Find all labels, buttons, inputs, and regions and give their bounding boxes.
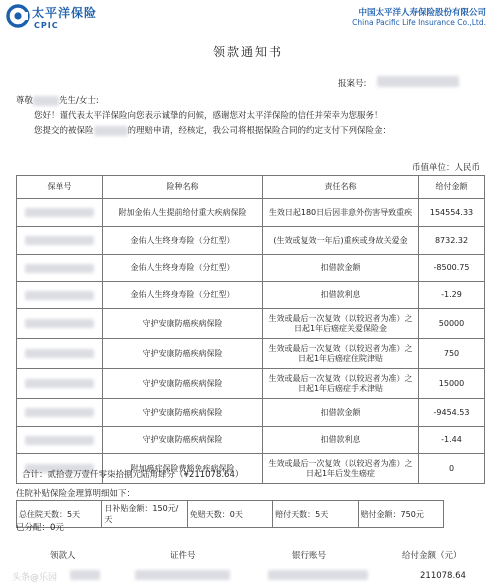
- policy-no-cell: [17, 339, 103, 369]
- redacted-id-number: [135, 570, 230, 580]
- watermark: 头条@乐园: [12, 573, 58, 583]
- policy-no-cell: [17, 399, 103, 427]
- claims-table: [16, 175, 485, 484]
- greeting-line-2-prefix: 您提交的被保险: [34, 126, 94, 136]
- table-row: [17, 255, 485, 282]
- liability-cell: 生效或最后一次复效（以较迟者为准）之日起1年后癌症住院津贴: [263, 339, 419, 369]
- report-number-label: 报案号:: [338, 79, 367, 89]
- liability-cell: 生效或最后一次复效（以较迟者为准）之日起1年后癌症关爱保险金: [263, 309, 419, 339]
- salutation: [16, 95, 99, 107]
- policy-no-cell: [17, 427, 103, 454]
- product-cell: 附加金佑人生提前给付重大疾病保险: [103, 199, 263, 227]
- logo-text: 太平洋保险: [32, 6, 98, 20]
- header-amount: 给付金额: [419, 176, 485, 199]
- subsidy-heading: 住院补贴保险金理算明细如下：: [16, 489, 136, 499]
- product-cell: 守护安康防癌疾病保险: [103, 369, 263, 399]
- payee-amount: 211078.64: [420, 571, 466, 581]
- table-row: [17, 282, 485, 309]
- table-row: [17, 309, 485, 339]
- product-cell: 附加癌症保险费豁免疾病保险: [103, 454, 263, 484]
- amount-cell: 0: [419, 454, 485, 484]
- total-days-cell: 总住院天数：5天: [17, 501, 102, 528]
- cpic-logo-icon: [6, 4, 30, 28]
- amount-cell: 8732.32: [419, 227, 485, 255]
- salutation-suffix: 先生/女士:: [59, 96, 99, 106]
- amount-cell: 15000: [419, 369, 485, 399]
- table-row: [17, 399, 485, 427]
- policy-no-cell: [17, 309, 103, 339]
- amount-cell: -8500.75: [419, 255, 485, 282]
- greeting-line-2-suffix: 的理赔申请，经核定，我公司将根据保险合同的约定支付下列保险金：: [127, 126, 392, 136]
- amount-cell: -9454.53: [419, 399, 485, 427]
- paid-days-cell: 赔付天数：5天: [273, 501, 358, 528]
- policy-no-cell: [17, 369, 103, 399]
- redacted-bank-account: [268, 570, 368, 580]
- amount-cell: -1.29: [419, 282, 485, 309]
- amount-cell: 50000: [419, 309, 485, 339]
- redacted-report-number: [377, 76, 459, 87]
- table-header-row: [17, 176, 485, 199]
- subsidy-table: [16, 500, 444, 528]
- liability-cell: 扣借款利息: [263, 427, 419, 454]
- liability-cell: 扣借款金额: [263, 399, 419, 427]
- subsidy-row: [17, 501, 444, 528]
- logo-abbrev: CPIC: [34, 21, 59, 30]
- table-row: [17, 339, 485, 369]
- amount-cell: 154554.33: [419, 199, 485, 227]
- product-cell: 金佑人生终身寿险（分红型）: [103, 282, 263, 309]
- deductible-days-cell: 免赔天数：0天: [187, 501, 272, 528]
- product-cell: 金佑人生终身寿险（分红型）: [103, 227, 263, 255]
- header-policy-no: 保单号: [17, 176, 103, 199]
- table-row: [17, 227, 485, 255]
- redacted-name: [33, 96, 59, 106]
- redacted-payee: [70, 570, 100, 580]
- payee-header: 领款人: [50, 551, 76, 561]
- product-cell: 守护安康防癌疾病保险: [103, 399, 263, 427]
- daily-subsidy-cell: 日补贴金额：150元/天: [102, 501, 187, 528]
- product-cell: 金佑人生终身寿险（分红型）: [103, 255, 263, 282]
- page-title: 领款通知书: [212, 45, 283, 59]
- product-cell: 守护安康防癌疾病保险: [103, 309, 263, 339]
- liability-cell: 扣借款金额: [263, 255, 419, 282]
- liability-cell: (生效或复效一年后)重疾或身故关爱金: [263, 227, 419, 255]
- redacted-insured-name: [94, 126, 128, 136]
- greeting-line-1: 您好！谨代表太平洋保险向您表示诚挚的问候，感谢您对太平洋保险的信任并荣幸为您服务！: [34, 111, 383, 121]
- salutation-prefix: 尊敬: [16, 96, 34, 106]
- paid-amount-cell: 赔付金额：750元: [358, 501, 443, 528]
- currency-unit: 币值单位：人民币: [411, 163, 480, 173]
- table-row: [17, 427, 485, 454]
- policy-no-cell: [17, 282, 103, 309]
- liability-cell: 生效日起180日后因非意外伤害导致重疾: [263, 199, 419, 227]
- policy-no-cell: [17, 255, 103, 282]
- policy-no-cell: [17, 199, 103, 227]
- header-product: 险种名称: [103, 176, 263, 199]
- company-name-cn: 中国太平洋人寿保险股份有限公司: [358, 8, 486, 18]
- amount-cell: -1.44: [419, 427, 485, 454]
- total-amount-line: 合计：贰拾壹万壹仟零柒拾捌元陆角肆分（¥211078.64）: [22, 470, 244, 480]
- bank-account-header: 银行账号: [292, 551, 327, 561]
- liability-cell: 生效或最后一次复效（以较迟者为准）之日起1年后发生癌症: [263, 454, 419, 484]
- table-row: [17, 199, 485, 227]
- product-cell: 守护安康防癌疾病保险: [103, 427, 263, 454]
- liability-cell: 生效或最后一次复效（以较迟者为准）之日起1年后癌症手术津贴: [263, 369, 419, 399]
- company-name-en: China Pacific Life Insurance Co.,Ltd.: [352, 18, 486, 27]
- allocated-amount: 已分配：0元: [16, 523, 64, 533]
- header-liability: 责任名称: [263, 176, 419, 199]
- payout-amount-header: 给付金额（元）: [402, 551, 462, 561]
- product-cell: 守护安康防癌疾病保险: [103, 339, 263, 369]
- table-row: [17, 369, 485, 399]
- liability-cell: 扣借款利息: [263, 282, 419, 309]
- policy-no-cell: [17, 227, 103, 255]
- amount-cell: 750: [419, 339, 485, 369]
- greeting-line-2: [34, 125, 391, 137]
- id-number-header: 证件号: [170, 551, 196, 561]
